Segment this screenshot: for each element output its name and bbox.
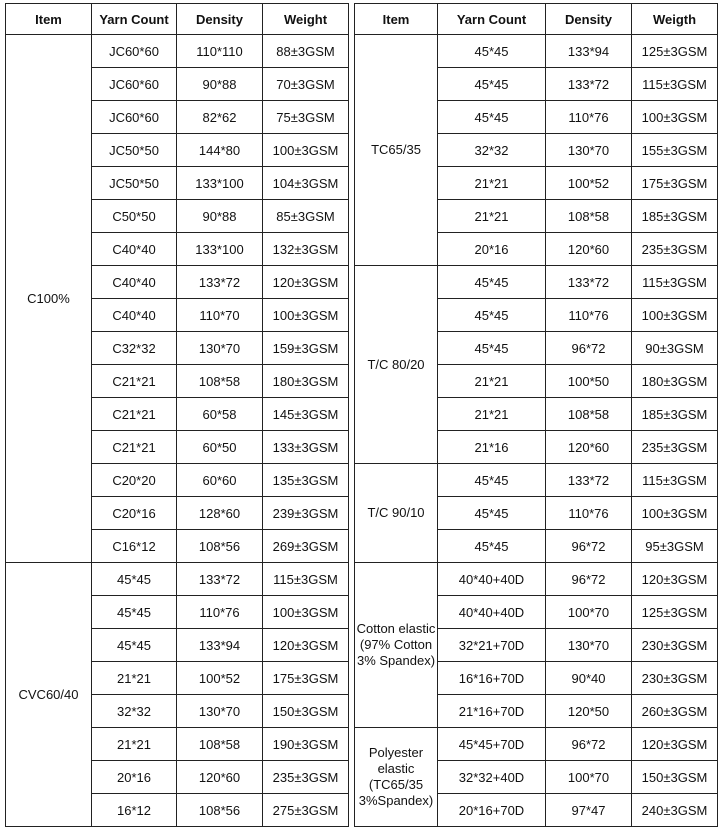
weight-cell: 100±3GSM	[263, 299, 349, 332]
weight-cell: 230±3GSM	[632, 662, 718, 695]
density-cell: 82*62	[177, 101, 263, 134]
weight-cell: 239±3GSM	[263, 497, 349, 530]
yarn-count-cell: 21*16	[438, 431, 546, 464]
yarn-count-cell: 20*16	[438, 233, 546, 266]
yarn-count-cell: 32*32+40D	[438, 761, 546, 794]
yarn-count-cell: C20*16	[92, 497, 177, 530]
yarn-count-cell: 45*45	[438, 101, 546, 134]
yarn-count-cell: 16*12	[92, 794, 177, 827]
yarn-count-cell: 21*21	[438, 365, 546, 398]
table-body	[355, 35, 718, 827]
density-cell: 120*60	[546, 431, 632, 464]
density-cell: 108*58	[177, 728, 263, 761]
weight-cell: 100±3GSM	[632, 299, 718, 332]
weight-cell: 260±3GSM	[632, 695, 718, 728]
density-cell: 128*60	[177, 497, 263, 530]
weight-cell: 155±3GSM	[632, 134, 718, 167]
weight-cell: 115±3GSM	[632, 68, 718, 101]
yarn-count-cell: 45*45	[438, 464, 546, 497]
density-cell: 133*72	[546, 68, 632, 101]
yarn-count-cell: 21*21	[438, 167, 546, 200]
density-cell: 97*47	[546, 794, 632, 827]
weight-cell: 115±3GSM	[632, 464, 718, 497]
yarn-count-cell: C32*32	[92, 332, 177, 365]
weight-cell: 180±3GSM	[632, 365, 718, 398]
weight-cell: 235±3GSM	[263, 761, 349, 794]
yarn-count-cell: JC60*60	[92, 35, 177, 68]
yarn-count-cell: 45*45	[438, 68, 546, 101]
table-row	[6, 35, 349, 68]
header-item: Item	[6, 4, 92, 35]
density-cell: 120*60	[546, 233, 632, 266]
yarn-count-cell: C40*40	[92, 233, 177, 266]
density-cell: 108*58	[546, 398, 632, 431]
density-cell: 110*76	[177, 596, 263, 629]
density-cell: 108*58	[177, 365, 263, 398]
weight-cell: 88±3GSM	[263, 35, 349, 68]
yarn-count-cell: 21*16+70D	[438, 695, 546, 728]
table-row	[355, 35, 718, 68]
density-cell: 130*70	[177, 695, 263, 728]
weight-cell: 100±3GSM	[263, 596, 349, 629]
fabric-spec-sheet	[5, 3, 718, 827]
density-cell: 90*88	[177, 68, 263, 101]
header-yarn-count: Yarn Count	[92, 4, 177, 35]
yarn-count-cell: JC50*50	[92, 167, 177, 200]
weight-cell: 115±3GSM	[263, 563, 349, 596]
density-cell: 60*58	[177, 398, 263, 431]
density-cell: 100*52	[546, 167, 632, 200]
weight-cell: 104±3GSM	[263, 167, 349, 200]
weight-cell: 175±3GSM	[632, 167, 718, 200]
yarn-count-cell: 40*40+40D	[438, 563, 546, 596]
density-cell: 110*76	[546, 299, 632, 332]
yarn-count-cell: C50*50	[92, 200, 177, 233]
density-cell: 144*80	[177, 134, 263, 167]
weight-cell: 120±3GSM	[632, 563, 718, 596]
weight-cell: 145±3GSM	[263, 398, 349, 431]
weight-cell: 125±3GSM	[632, 35, 718, 68]
weight-cell: 133±3GSM	[263, 431, 349, 464]
yarn-count-cell: 20*16	[92, 761, 177, 794]
density-cell: 100*70	[546, 596, 632, 629]
yarn-count-cell: 21*21	[438, 200, 546, 233]
weight-cell: 185±3GSM	[632, 398, 718, 431]
item-cell: Polyester elastic (TC65/35 3%Spandex)	[355, 728, 438, 827]
table-row	[355, 728, 718, 761]
item-cell: T/C 90/10	[355, 464, 438, 563]
density-cell: 108*58	[546, 200, 632, 233]
weight-cell: 120±3GSM	[632, 728, 718, 761]
header-row	[6, 4, 349, 35]
yarn-count-cell: C16*12	[92, 530, 177, 563]
weight-cell: 150±3GSM	[632, 761, 718, 794]
density-cell: 96*72	[546, 563, 632, 596]
weight-cell: 240±3GSM	[632, 794, 718, 827]
density-cell: 110*70	[177, 299, 263, 332]
weight-cell: 159±3GSM	[263, 332, 349, 365]
yarn-count-cell: 45*45	[92, 629, 177, 662]
density-cell: 133*100	[177, 167, 263, 200]
yarn-count-cell: 16*16+70D	[438, 662, 546, 695]
weight-cell: 120±3GSM	[263, 629, 349, 662]
weight-cell: 135±3GSM	[263, 464, 349, 497]
yarn-count-cell: 45*45	[438, 332, 546, 365]
item-cell: TC65/35	[355, 35, 438, 266]
weight-cell: 100±3GSM	[263, 134, 349, 167]
density-cell: 110*76	[546, 497, 632, 530]
weight-cell: 230±3GSM	[632, 629, 718, 662]
weight-cell: 100±3GSM	[632, 497, 718, 530]
table-row	[355, 464, 718, 497]
density-cell: 130*70	[177, 332, 263, 365]
density-cell: 110*110	[177, 35, 263, 68]
density-cell: 130*70	[546, 629, 632, 662]
density-cell: 108*56	[177, 530, 263, 563]
density-cell: 133*72	[546, 464, 632, 497]
density-cell: 133*94	[177, 629, 263, 662]
yarn-count-cell: JC50*50	[92, 134, 177, 167]
weight-cell: 90±3GSM	[632, 332, 718, 365]
weight-cell: 150±3GSM	[263, 695, 349, 728]
density-cell: 96*72	[546, 530, 632, 563]
density-cell: 96*72	[546, 728, 632, 761]
density-cell: 60*50	[177, 431, 263, 464]
weight-cell: 185±3GSM	[632, 200, 718, 233]
yarn-count-cell: JC60*60	[92, 101, 177, 134]
weight-cell: 85±3GSM	[263, 200, 349, 233]
weight-cell: 190±3GSM	[263, 728, 349, 761]
yarn-count-cell: 45*45	[438, 266, 546, 299]
weight-cell: 175±3GSM	[263, 662, 349, 695]
weight-cell: 115±3GSM	[632, 266, 718, 299]
yarn-count-cell: C40*40	[92, 266, 177, 299]
weight-cell: 235±3GSM	[632, 431, 718, 464]
yarn-count-cell: 20*16+70D	[438, 794, 546, 827]
density-cell: 108*56	[177, 794, 263, 827]
yarn-count-cell: 32*32	[92, 695, 177, 728]
density-cell: 133*100	[177, 233, 263, 266]
yarn-count-cell: 21*21	[92, 728, 177, 761]
weight-cell: 269±3GSM	[263, 530, 349, 563]
density-cell: 120*60	[177, 761, 263, 794]
yarn-count-cell: 32*32	[438, 134, 546, 167]
weight-cell: 125±3GSM	[632, 596, 718, 629]
table-row	[355, 266, 718, 299]
weight-cell: 132±3GSM	[263, 233, 349, 266]
weight-cell: 275±3GSM	[263, 794, 349, 827]
density-cell: 120*50	[546, 695, 632, 728]
density-cell: 60*60	[177, 464, 263, 497]
yarn-count-cell: 45*45	[438, 35, 546, 68]
weight-cell: 70±3GSM	[263, 68, 349, 101]
spec-table-right	[354, 3, 718, 827]
yarn-count-cell: C21*21	[92, 365, 177, 398]
weight-cell: 180±3GSM	[263, 365, 349, 398]
weight-cell: 95±3GSM	[632, 530, 718, 563]
table-row	[6, 563, 349, 596]
yarn-count-cell: C20*20	[92, 464, 177, 497]
table-row	[355, 563, 718, 596]
density-cell: 90*88	[177, 200, 263, 233]
yarn-count-cell: 45*45	[438, 530, 546, 563]
table-body	[6, 35, 349, 827]
density-cell: 100*70	[546, 761, 632, 794]
item-cell: C100%	[6, 35, 92, 563]
item-cell: Cotton elastic (97% Cotton 3% Spandex)	[355, 563, 438, 728]
density-cell: 130*70	[546, 134, 632, 167]
header-yarn-count: Yarn Count	[438, 4, 546, 35]
yarn-count-cell: 45*45+70D	[438, 728, 546, 761]
yarn-count-cell: 21*21	[92, 662, 177, 695]
density-cell: 96*72	[546, 332, 632, 365]
density-cell: 133*72	[546, 266, 632, 299]
header-density: Density	[177, 4, 263, 35]
weight-cell: 100±3GSM	[632, 101, 718, 134]
weight-cell: 120±3GSM	[263, 266, 349, 299]
weight-cell: 235±3GSM	[632, 233, 718, 266]
density-cell: 110*76	[546, 101, 632, 134]
yarn-count-cell: C40*40	[92, 299, 177, 332]
density-cell: 133*72	[177, 266, 263, 299]
density-cell: 90*40	[546, 662, 632, 695]
density-cell: 100*50	[546, 365, 632, 398]
item-cell: CVC60/40	[6, 563, 92, 827]
yarn-count-cell: 45*45	[92, 596, 177, 629]
header-item: Item	[355, 4, 438, 35]
density-cell: 133*72	[177, 563, 263, 596]
yarn-count-cell: 32*21+70D	[438, 629, 546, 662]
item-cell: T/C 80/20	[355, 266, 438, 464]
density-cell: 100*52	[177, 662, 263, 695]
yarn-count-cell: 45*45	[438, 497, 546, 530]
header-weight: Weight	[263, 4, 349, 35]
weight-cell: 75±3GSM	[263, 101, 349, 134]
yarn-count-cell: JC60*60	[92, 68, 177, 101]
yarn-count-cell: 45*45	[92, 563, 177, 596]
header-density: Density	[546, 4, 632, 35]
density-cell: 133*94	[546, 35, 632, 68]
header-weight: Weigth	[632, 4, 718, 35]
header-row	[355, 4, 718, 35]
spec-table-left	[5, 3, 349, 827]
yarn-count-cell: 45*45	[438, 299, 546, 332]
yarn-count-cell: 40*40+40D	[438, 596, 546, 629]
yarn-count-cell: 21*21	[438, 398, 546, 431]
yarn-count-cell: C21*21	[92, 431, 177, 464]
yarn-count-cell: C21*21	[92, 398, 177, 431]
